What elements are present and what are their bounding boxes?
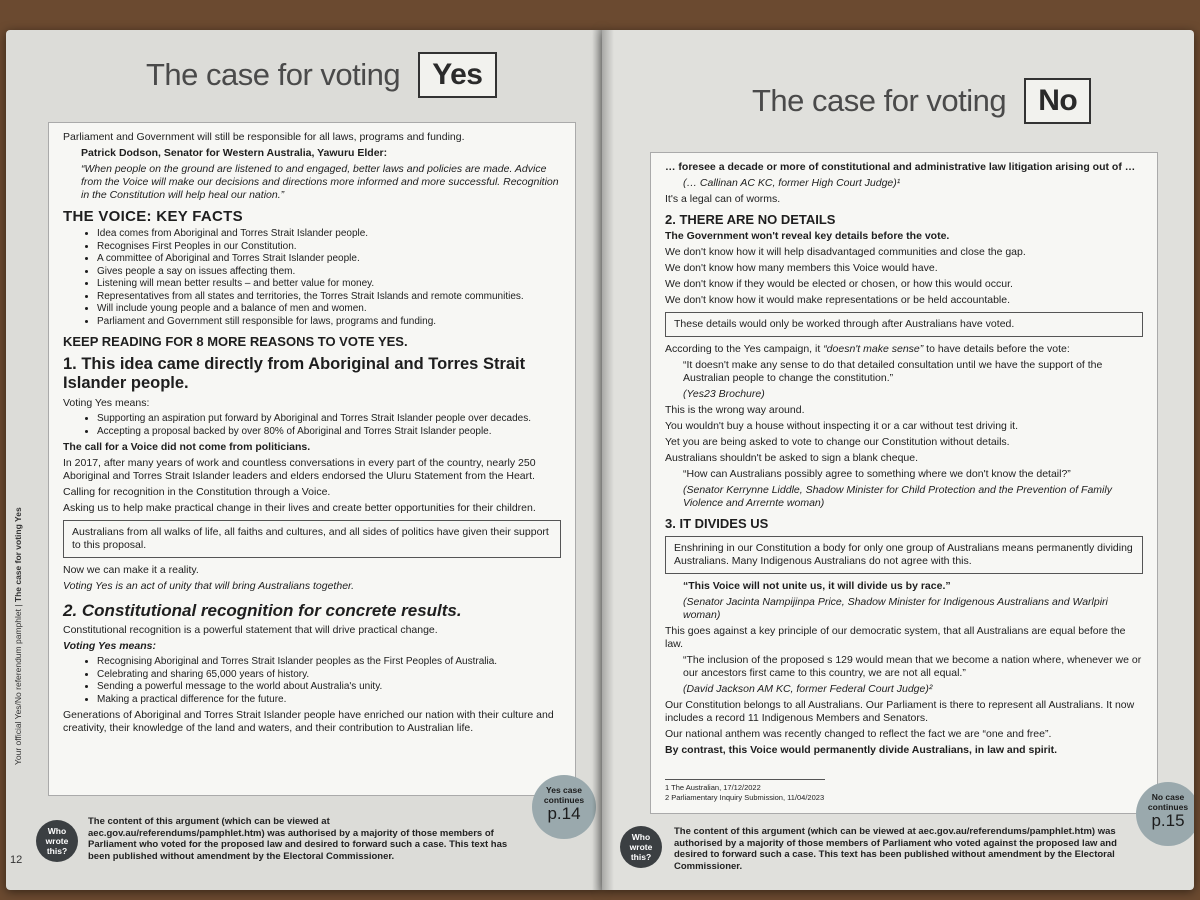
brochure-quote-source: (Yes23 Brochure) (683, 388, 765, 400)
no-section-3-paragraph: Our national anthem was recently changed to reflect the fact we are “one and free”. (665, 728, 1052, 740)
key-facts-title: THE VOICE: KEY FACTS (63, 208, 243, 225)
we-dont-know-line: We don't know how many members this Voice would have. (665, 262, 938, 274)
yes-campaign-line-b: “doesn't make sense” (823, 343, 924, 355)
section-2-bullet: • Sending a powerful message to the world about Australia's unity. (97, 681, 561, 694)
key-fact-item: • Will include young people and a balance of men and women. (97, 303, 561, 316)
no-section-2-lead: The Government won't reveal key details before the vote. (665, 230, 950, 242)
page-yes-case (6, 30, 602, 890)
section-2-paragraph: Generations of Aboriginal and Torres Strait Islander people have enriched our nation with their culture and creativity, their knowledge of the land and waters, and their contribution to Australian life. (63, 709, 554, 734)
top-quote-source: (… Callinan AC KC, former High Court Judge)¹ (683, 177, 901, 189)
no-section-2-line: Australians shouldn't be asked to sign a blank cheque. (665, 452, 919, 464)
no-section-3-paragraph: Our Constitution belongs to all Australians. Our Parliament is there to represent all Australians. It now includes a record 11 Indigenous Members and Senators. (665, 699, 1135, 724)
yes-continues-badge (532, 775, 596, 839)
yes-campaign-line-a: According to the Yes campaign, it (665, 343, 824, 355)
liddle-quote: “How can Australians possibly agree to something where we don't know the detail?” (683, 468, 1071, 480)
section-2-bullet: • Making a practical difference for the future. (97, 694, 561, 707)
yes-content-panel (48, 122, 576, 796)
price-quote: “This Voice will not unite us, it will divide us by race.” (683, 580, 951, 592)
section-1-bullets (63, 413, 561, 438)
key-fact-item: • Gives people a say on issues affecting them. (97, 266, 561, 279)
voting-yes-means: Voting Yes means: (63, 397, 150, 409)
key-fact-item: • A committee of Aboriginal and Torres Strait Islander people. (97, 253, 561, 266)
key-fact-item: • Listening will mean better results – and better value for money. (97, 278, 561, 291)
divide-callout-box: Enshrining in our Constitution a body for only one group of Australians means permanently dividing Australians. Many Indigenous Australians do not agree with this. (665, 536, 1143, 574)
no-section-2-line: You wouldn't buy a house without inspecting it or a car without test driving it. (665, 420, 1018, 432)
yes-header-text: The case for voting (146, 57, 401, 92)
no-section-3-title: 3. IT DIVIDES US (665, 516, 769, 531)
intro-text: Parliament and Government will still be responsible for all laws, programs and funding. (63, 131, 465, 143)
keep-reading-heading: KEEP READING FOR 8 MORE REASONS TO VOTE YES. (63, 334, 408, 349)
section-2-title: 2. Constitutional recognition for concrete results. (63, 601, 462, 620)
no-header (752, 78, 1091, 124)
liddle-quote-source: (Senator Kerrynne Liddle, Shadow Minister for Child Protection and the Prevention of Family Violence and Arrernte woman) (683, 484, 1112, 509)
no-section-2-title: 2. THERE ARE NO DETAILS (665, 212, 836, 227)
footnotes (665, 779, 825, 803)
we-dont-know-line: We don't know if they would be elected or chosen, or how this would occur. (665, 278, 1013, 290)
quote-author: Patrick Dodson, Senator for Western Australia, Yawuru Elder: (81, 147, 388, 159)
section-2-bullet: • Celebrating and sharing 65,000 years of history. (97, 669, 561, 682)
who-wrote-this-badge: Who wrote this? (36, 820, 78, 862)
continues-page: p.14 (547, 804, 581, 823)
key-fact-item: • Recognises First Peoples in our Constitution. (97, 241, 561, 254)
side-label: Your official Yes/No referendum pamphlet | The case for voting Yes (13, 507, 23, 765)
side-label-case: The case for voting Yes (13, 507, 23, 603)
brochure-quote: “It doesn't make any sense to do that detailed consultation until we have the support of the Australian people to change the constitution.” (683, 359, 1103, 384)
continues-label: No case continues (1147, 792, 1189, 812)
footnote-1: 1 The Australian, 17/12/2022 (665, 783, 761, 792)
details-callout-box: These details would only be worked through after Australians have voted. (665, 312, 1143, 337)
section-1-bullet: • Supporting an aspiration put forward by Aboriginal and Torres Strait Islander people over decades. (97, 413, 561, 426)
no-section-2-line: Yet you are being asked to vote to change our Constitution without details. (665, 436, 1010, 448)
no-section-3-paragraph: This goes against a key principle of our democratic system, that all Australians are equal before the law. (665, 625, 1126, 650)
who-wrote-this-badge: Who wrote this? (620, 826, 662, 868)
yes-campaign-line-c: to have details before the vote: (923, 343, 1070, 355)
price-quote-source: (Senator Jacinta Nampijinpa Price, Shadow Minister for Indigenous Australians and Warlpiri woman) (683, 596, 1108, 621)
continues-label: Yes case continues (543, 785, 585, 805)
section-1-paragraph: Now we can make it a reality. (63, 564, 199, 576)
page-number: 12 (10, 854, 23, 866)
we-dont-know-line: We don't know how it would make representations or be held accountable. (665, 294, 1011, 306)
section-1-title: 1. This idea came directly from Aboriginal and Torres Strait Islander people. (63, 355, 526, 392)
jackson-quote: “The inclusion of the proposed s 129 would mean that we become a nation where, whenever we or our ancestors first came to this country, we are not all equal.” (683, 654, 1142, 679)
key-fact-item: • Idea comes from Aboriginal and Torres Strait Islander people. (97, 228, 561, 241)
quote-text: “When people on the ground are listened to and engaged, better laws and policies are made. Advice from the Voice will make our decisions and directions more informed and more successful. Recognition in the Constitution will help heal our nation.” (81, 163, 559, 201)
no-continues-badge (1136, 782, 1194, 846)
continues-page: p.15 (1151, 811, 1185, 830)
no-header-text: The case for voting (752, 83, 1007, 118)
key-fact-item: • Representatives from all states and territories, the Torres Strait Islands and remote communities. (97, 291, 561, 304)
yes-header (146, 52, 497, 98)
support-callout-box: Australians from all walks of life, all faiths and cultures, and all sides of politics have given their support to this proposal. (63, 520, 561, 558)
section-2-bullets (63, 656, 561, 706)
authorisation-text: The content of this argument (which can be viewed at aec.gov.au/referendums/pamphlet.htm) was authorised by a majority of those members of Parliament who voted against the proposed law and desired to forward such a case. This text has been published without amendment by the Electoral Commissioner. (674, 826, 1117, 872)
key-fact-item: • Parliament and Government still responsible for laws, programs and funding. (97, 316, 561, 329)
page-gutter (592, 30, 614, 890)
we-dont-know-line: We don't know how it will help disadvantaged communities and close the gap. (665, 246, 1026, 258)
key-facts-list (63, 228, 561, 328)
section-1-paragraph: Voting Yes is an act of unity that will bring Australians together. (63, 580, 355, 592)
page-no-case (602, 30, 1194, 890)
section-1-bullet: • Accepting a proposal backed by over 80% of Aboriginal and Torres Strait Islander people. (97, 426, 561, 439)
no-content-panel (650, 152, 1158, 814)
yes-campaign-line (665, 343, 1143, 356)
section-2-bullet: • Recognising Aboriginal and Torres Strait Islander peoples as the First Peoples of Australia. (97, 656, 561, 669)
no-header-box: No (1024, 78, 1091, 124)
yes-header-box: Yes (418, 52, 496, 98)
authorisation-text: The content of this argument (which can be viewed at aec.gov.au/referendums/pamphlet.htm) was authorised by a majority of those members of Parliament who voted for the proposed law and desired to forward such a case. This text has been published without amendment by the Electoral Commissioner. (88, 816, 508, 862)
voting-yes-means-2: Voting Yes means: (63, 640, 156, 652)
jackson-quote-source: (David Jackson AM KC, former Federal Court Judge)² (683, 683, 933, 695)
call-for-voice: The call for a Voice did not come from politicians. (63, 441, 311, 453)
section-2-paragraph: Constitutional recognition is a powerful statement that will drive practical change. (63, 624, 438, 636)
section-1-paragraph: Calling for recognition in the Constitution through a Voice. (63, 486, 331, 498)
legal-can-of-worms: It's a legal can of worms. (665, 193, 781, 205)
section-1-paragraph: Asking us to help make practical change in their lives and create better opportunities for their children. (63, 502, 536, 514)
no-section-3-conclusion: By contrast, this Voice would permanently divide Australians, in law and spirit. (665, 744, 1058, 756)
top-quote-line: … foresee a decade or more of constitutional and administrative law litigation arising out of … (665, 161, 1136, 173)
section-1-paragraph: In 2017, after many years of work and countless conversations in every part of the country, nearly 250 Aboriginal and Torres Strait Islander leaders and elders endorsed the Uluru Statement from the Heart. (63, 457, 536, 482)
no-section-2-line: This is the wrong way around. (665, 404, 805, 416)
side-label-pamphlet: Your official Yes/No referendum pamphlet (13, 609, 23, 765)
footnote-2: 2 Parliamentary Inquiry Submission, 11/04/2023 (665, 793, 825, 802)
